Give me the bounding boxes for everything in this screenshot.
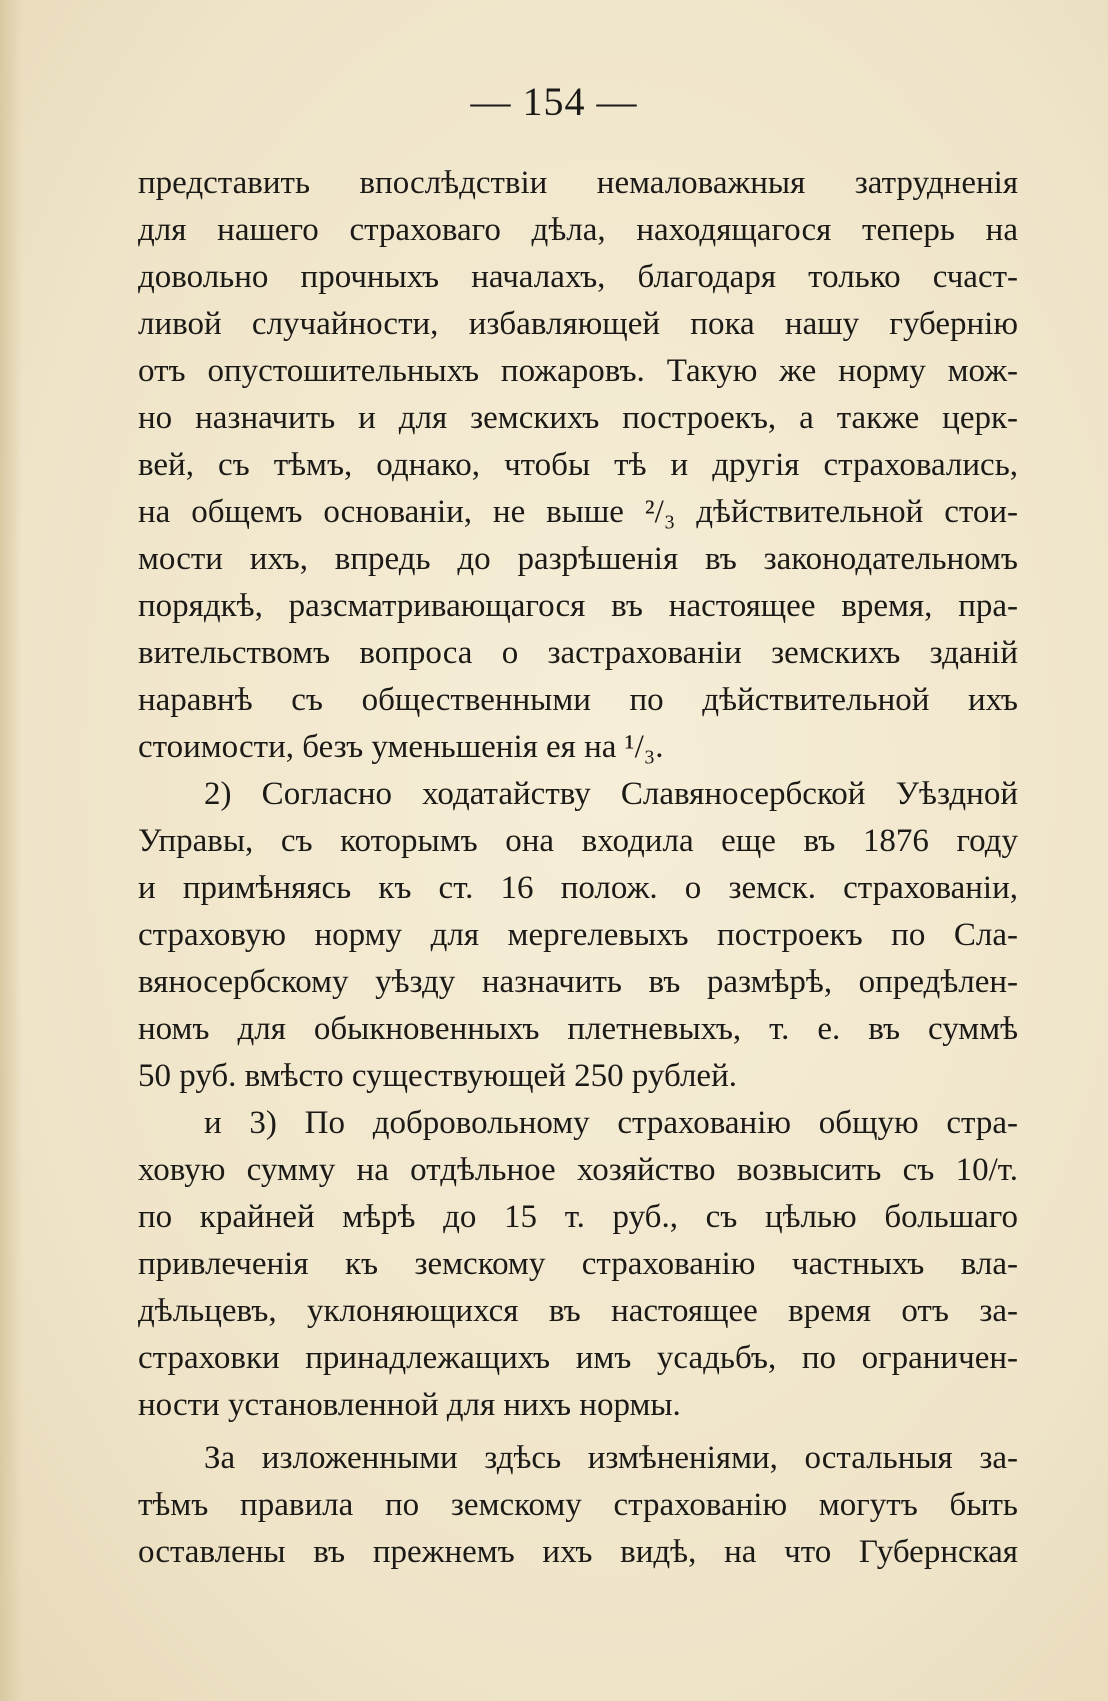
- text-line: порядкѣ, разсматривающагося въ настоящее время, пра-: [138, 588, 1018, 624]
- paragraph-start-line: За изложенными здѣсь измѣненіями, остальныя за-: [204, 1440, 1018, 1476]
- paragraph-start-line: и 3) По добровольному страхованію общую стра-: [204, 1105, 1018, 1141]
- text-line: мости ихъ, впредь до разрѣшенія въ законодательномъ: [138, 541, 1018, 577]
- body-text: [138, 160, 1018, 1576]
- text-line: страховки принадлежащихъ имъ усадьбъ, по ограничен-: [138, 1340, 1018, 1376]
- text-line: тѣмъ правила по земскому страхованію могутъ быть: [138, 1487, 1018, 1523]
- text-line: вяносербскому уѣзду назначить въ размѣрѣ, опредѣлен-: [138, 964, 1018, 1000]
- text-line: страховую норму для мергелевыхъ построекъ по Сла-: [138, 917, 1018, 953]
- text-line: на общемъ основаніи, не выше ²/₃ дѣйствительной стои-: [138, 494, 1018, 530]
- text-line: и примѣняясь къ ст. 16 полож. о земск. страхованіи,: [138, 870, 1018, 906]
- text-line: оставлены въ прежнемъ ихъ видѣ, на что Губернская: [138, 1534, 1018, 1570]
- text-line: ховую сумму на отдѣльное хозяйство возвысить съ 10/т.: [138, 1152, 1018, 1188]
- paragraph-end-line: ности установленной для нихъ нормы.: [138, 1387, 681, 1423]
- text-line: представить впослѣдствіи немаловажныя затрудненія: [138, 165, 1018, 201]
- text-line: ливой случайности, избавляющей пока нашу губернію: [138, 306, 1018, 342]
- page-edge-shadow: [0, 0, 22, 1701]
- text-line: дѣльцевъ, уклоняющихся въ настоящее время отъ за-: [138, 1293, 1018, 1329]
- text-line: вительствомъ вопроса о застрахованіи земскихъ зданій: [138, 635, 1018, 671]
- text-line: но назначить и для земскихъ построекъ, а также церк-: [138, 400, 1018, 436]
- text-line: для нашего страховаго дѣла, находящагося теперь на: [138, 212, 1018, 248]
- text-line: довольно прочныхъ началахъ, благодаря только счаст-: [138, 259, 1018, 295]
- text-line: наравнѣ съ общественными по дѣйствительной ихъ: [138, 682, 1018, 718]
- text-line: по крайней мѣрѣ до 15 т. руб., съ цѣлью большаго: [138, 1199, 1018, 1235]
- text-line: отъ опустошительныхъ пожаровъ. Такую же норму мож-: [138, 353, 1018, 389]
- text-line: привлеченія къ земскому страхованію частныхъ вла-: [138, 1246, 1018, 1282]
- text-line: Управы, съ которымъ она входила еще въ 1876 году: [138, 823, 1018, 859]
- text-line: вей, съ тѣмъ, однако, чтобы тѣ и другія страховались,: [138, 447, 1018, 483]
- text-line: номъ для обыкновенныхъ плетневыхъ, т. е. въ суммѣ: [138, 1011, 1018, 1047]
- paragraph-start-line: 2) Согласно ходатайству Славяносербской Уѣздной: [204, 776, 1018, 812]
- page-number: — 154 —: [470, 79, 638, 124]
- paragraph-end-line: стоимости, безъ уменьшенія ея на ¹/₃.: [138, 729, 664, 765]
- paragraph-end-line: 50 руб. вмѣсто существующей 250 рублей.: [138, 1058, 737, 1094]
